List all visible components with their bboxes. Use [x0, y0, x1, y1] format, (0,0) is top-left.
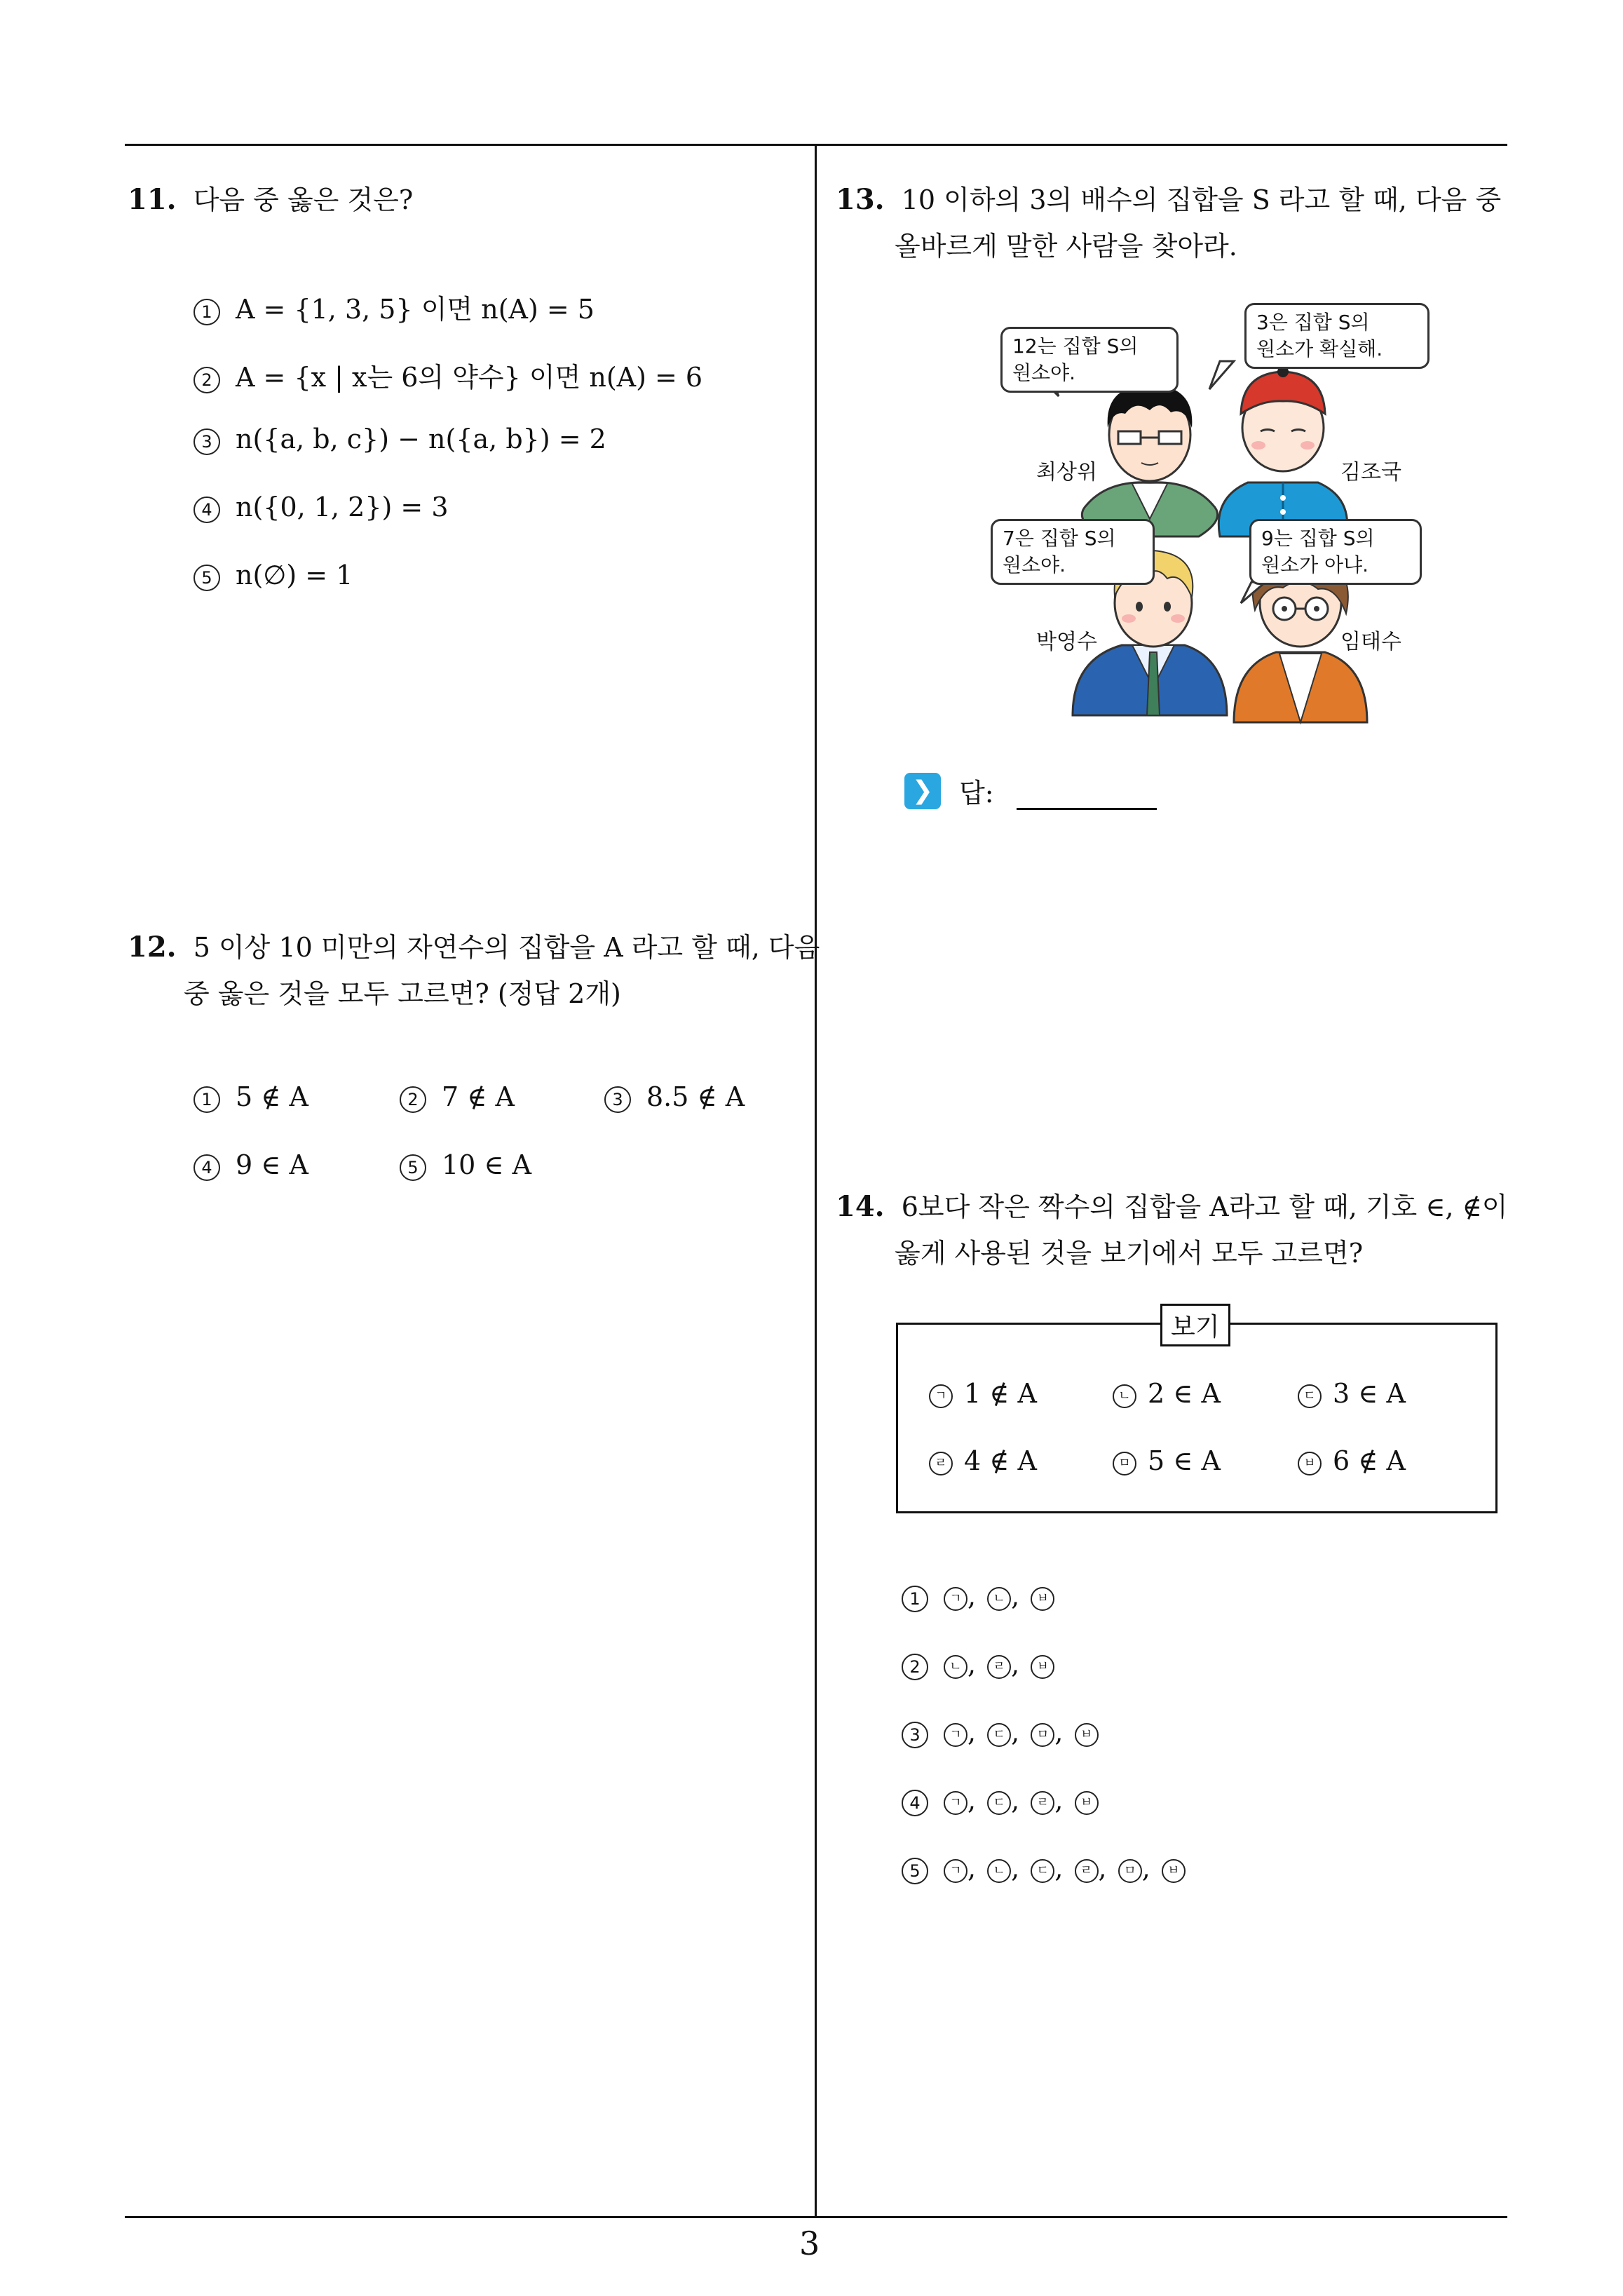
item-mark: ㄹ	[929, 1452, 953, 1475]
name-lim: 임태수	[1340, 630, 1401, 654]
jamo-mark: ㄴ	[987, 1587, 1011, 1611]
bubble-choi-line1: 12는 집합 S의	[1012, 335, 1139, 358]
option-mark: 5	[400, 1154, 426, 1181]
comma: ,	[1054, 1853, 1072, 1884]
option-marks	[944, 1717, 1099, 1748]
jamo-mark: ㄴ	[944, 1655, 967, 1679]
q13-number: 13.	[836, 183, 885, 216]
example-item-4	[929, 1445, 1037, 1476]
option-text: 5 ∉ A	[236, 1081, 308, 1112]
example-item-5	[1113, 1445, 1221, 1476]
q12-option-3[interactable]	[604, 1081, 745, 1113]
comma: ,	[1011, 1581, 1028, 1612]
option-marks	[944, 1853, 1186, 1884]
jamo-mark: ㄹ	[1075, 1859, 1099, 1883]
q11-option-5[interactable]	[193, 560, 353, 591]
q14-option-3[interactable]	[902, 1717, 1099, 1748]
option-marks	[944, 1581, 1054, 1612]
option-mark: 1	[193, 1086, 220, 1113]
jamo-mark: ㅂ	[1031, 1655, 1054, 1679]
bubble-park-line1: 7은 집합 S의	[1003, 527, 1116, 550]
jamo-mark: ㄱ	[944, 1791, 967, 1815]
comma: ,	[967, 1853, 985, 1884]
option-mark: 3	[902, 1722, 928, 1748]
name-park: 박영수	[1036, 630, 1097, 654]
option-text: n({0, 1, 2}) = 3	[236, 492, 449, 522]
option-mark: 2	[400, 1086, 426, 1113]
q13-stem	[836, 177, 1501, 269]
option-text: A = {x | x는 6의 약수} 이면 n(A) = 6	[236, 362, 703, 393]
option-mark: 4	[902, 1790, 928, 1816]
q12-line2: 중 옳은 것을 모두 고르면? (정답 2개)	[184, 978, 621, 1009]
q12-number: 12.	[128, 931, 177, 964]
student-choi-figure	[1082, 384, 1217, 536]
example-box	[896, 1313, 1498, 1513]
option-text: A = {1, 3, 5} 이면 n(A) = 5	[236, 294, 595, 325]
option-text: n(∅) = 1	[236, 560, 353, 590]
q14-stem	[836, 1184, 1507, 1276]
bubble-choi-line2: 원소야.	[1012, 361, 1076, 384]
q11-option-4[interactable]	[193, 492, 449, 523]
q14-line1: 6보다 작은 짝수의 집합을 A라고 할 때, 기호 ∈, ∉이	[901, 1191, 1508, 1222]
jamo-mark: ㄷ	[987, 1723, 1011, 1747]
q14-option-2[interactable]	[902, 1649, 1054, 1680]
jamo-mark: ㄱ	[944, 1587, 967, 1611]
option-text: n({a, b, c}) − n({a, b}) = 2	[236, 424, 606, 454]
option-mark: 4	[193, 497, 220, 523]
jamo-mark: ㄹ	[987, 1655, 1011, 1679]
comma: ,	[1011, 1717, 1028, 1748]
answer-blank[interactable]	[1017, 806, 1157, 810]
comma: ,	[1141, 1853, 1159, 1884]
option-mark: 1	[902, 1586, 928, 1612]
jamo-mark: ㄹ	[1031, 1791, 1054, 1815]
comma: ,	[1054, 1785, 1072, 1816]
q14-line2: 옳게 사용된 것을 보기에서 모두 고르면?	[895, 1238, 1364, 1269]
jamo-mark: ㄷ	[1031, 1859, 1054, 1883]
option-text: 9 ∈ A	[236, 1149, 308, 1180]
q12-option-1[interactable]	[193, 1081, 308, 1113]
option-mark: 5	[902, 1858, 928, 1884]
item-mark: ㄷ	[1298, 1384, 1322, 1408]
jamo-mark: ㅂ	[1162, 1859, 1186, 1883]
comma: ,	[967, 1649, 985, 1680]
q13-line2: 올바르게 말한 사람을 찾아라.	[895, 231, 1237, 262]
option-mark: 1	[193, 299, 220, 325]
answer-label: 답:	[959, 778, 994, 809]
q12-line1: 5 이상 10 미만의 자연수의 집합을 A 라고 할 때, 다음	[193, 932, 820, 963]
example-item-2	[1113, 1378, 1221, 1409]
bubble-park	[991, 519, 1155, 585]
bubble-lim-line2: 원소가 아냐.	[1261, 553, 1369, 576]
option-text: 10 ∈ A	[442, 1149, 532, 1180]
q14-number: 14.	[836, 1190, 885, 1223]
q11-option-1[interactable]	[193, 288, 595, 326]
option-mark: 2	[902, 1654, 928, 1680]
name-kim: 김조국	[1340, 460, 1401, 485]
q11-number: 11.	[128, 183, 177, 216]
option-mark: 3	[193, 428, 220, 455]
comma: ,	[1011, 1853, 1028, 1884]
option-marks	[944, 1785, 1099, 1816]
option-mark: 4	[193, 1154, 220, 1181]
jamo-mark: ㅂ	[1075, 1723, 1099, 1747]
jamo-mark: ㅁ	[1031, 1723, 1054, 1747]
example-item-3	[1298, 1378, 1406, 1409]
item-text: 4 ∉ A	[964, 1445, 1037, 1476]
bubble-choi	[1000, 327, 1179, 393]
bubble-lim-line1: 9는 집합 S의	[1261, 527, 1375, 550]
comma: ,	[1011, 1649, 1028, 1680]
bubble-kim	[1244, 303, 1430, 369]
comma: ,	[967, 1785, 985, 1816]
q13-line1: 10 이하의 3의 배수의 집합을 S 라고 할 때, 다음 중	[901, 184, 1502, 215]
q11-option-3[interactable]	[193, 424, 606, 455]
student-kim-figure	[1218, 366, 1347, 536]
q12-option-2[interactable]	[400, 1081, 515, 1113]
example-item-1	[929, 1378, 1037, 1409]
option-mark: 3	[604, 1086, 631, 1113]
q14-option-1[interactable]	[902, 1581, 1054, 1612]
option-mark: 2	[193, 367, 220, 393]
q12-option-4[interactable]	[193, 1149, 308, 1181]
item-mark: ㄱ	[929, 1384, 953, 1408]
comma: ,	[1098, 1853, 1115, 1884]
q11-option-2[interactable]	[193, 356, 702, 394]
item-text: 1 ∉ A	[964, 1378, 1037, 1409]
example-box-title: 보기	[1160, 1304, 1230, 1346]
page-number: 3	[799, 2224, 820, 2262]
bottom-rule	[125, 2216, 1507, 2218]
answer-row	[904, 771, 1157, 810]
item-text: 2 ∈ A	[1148, 1378, 1221, 1409]
q12-stem	[128, 924, 820, 1017]
jamo-mark: ㄴ	[987, 1859, 1011, 1883]
item-mark: ㄴ	[1113, 1384, 1136, 1408]
bubble-kim-line1: 3은 집합 S의	[1256, 311, 1370, 334]
option-text: 7 ∉ A	[442, 1081, 515, 1112]
name-choi: 최상위	[1036, 460, 1097, 485]
comma: ,	[1054, 1717, 1072, 1748]
jamo-mark: ㅁ	[1118, 1859, 1142, 1883]
item-mark: ㅁ	[1113, 1452, 1136, 1475]
item-text: 6 ∉ A	[1333, 1445, 1406, 1476]
chevron-right-icon: ❯	[904, 773, 941, 809]
jamo-mark: ㅂ	[1031, 1587, 1054, 1611]
jamo-mark: ㄱ	[944, 1859, 967, 1883]
q11-stem	[128, 177, 413, 223]
jamo-mark: ㄷ	[987, 1791, 1011, 1815]
q14-option-5[interactable]	[902, 1853, 1186, 1884]
q12-option-5[interactable]	[400, 1149, 531, 1181]
column-divider	[815, 144, 817, 2217]
item-text: 5 ∈ A	[1148, 1445, 1221, 1476]
option-mark: 5	[193, 565, 220, 591]
jamo-mark: ㄱ	[944, 1723, 967, 1747]
bubble-park-line2: 원소야.	[1003, 553, 1066, 576]
jamo-mark: ㅂ	[1075, 1791, 1099, 1815]
comma: ,	[1011, 1785, 1028, 1816]
bubble-lim	[1249, 519, 1422, 585]
q14-option-4[interactable]	[902, 1785, 1099, 1816]
item-text: 3 ∈ A	[1333, 1378, 1406, 1409]
bubble-kim-line2: 원소가 확실해.	[1256, 337, 1383, 360]
item-mark: ㅂ	[1298, 1452, 1322, 1475]
option-marks	[944, 1649, 1054, 1680]
q11-text: 다음 중 옳은 것은?	[193, 184, 414, 215]
comma: ,	[967, 1717, 985, 1748]
example-item-6	[1298, 1445, 1406, 1476]
option-text: 8.5 ∉ A	[646, 1081, 745, 1112]
comma: ,	[967, 1581, 985, 1612]
